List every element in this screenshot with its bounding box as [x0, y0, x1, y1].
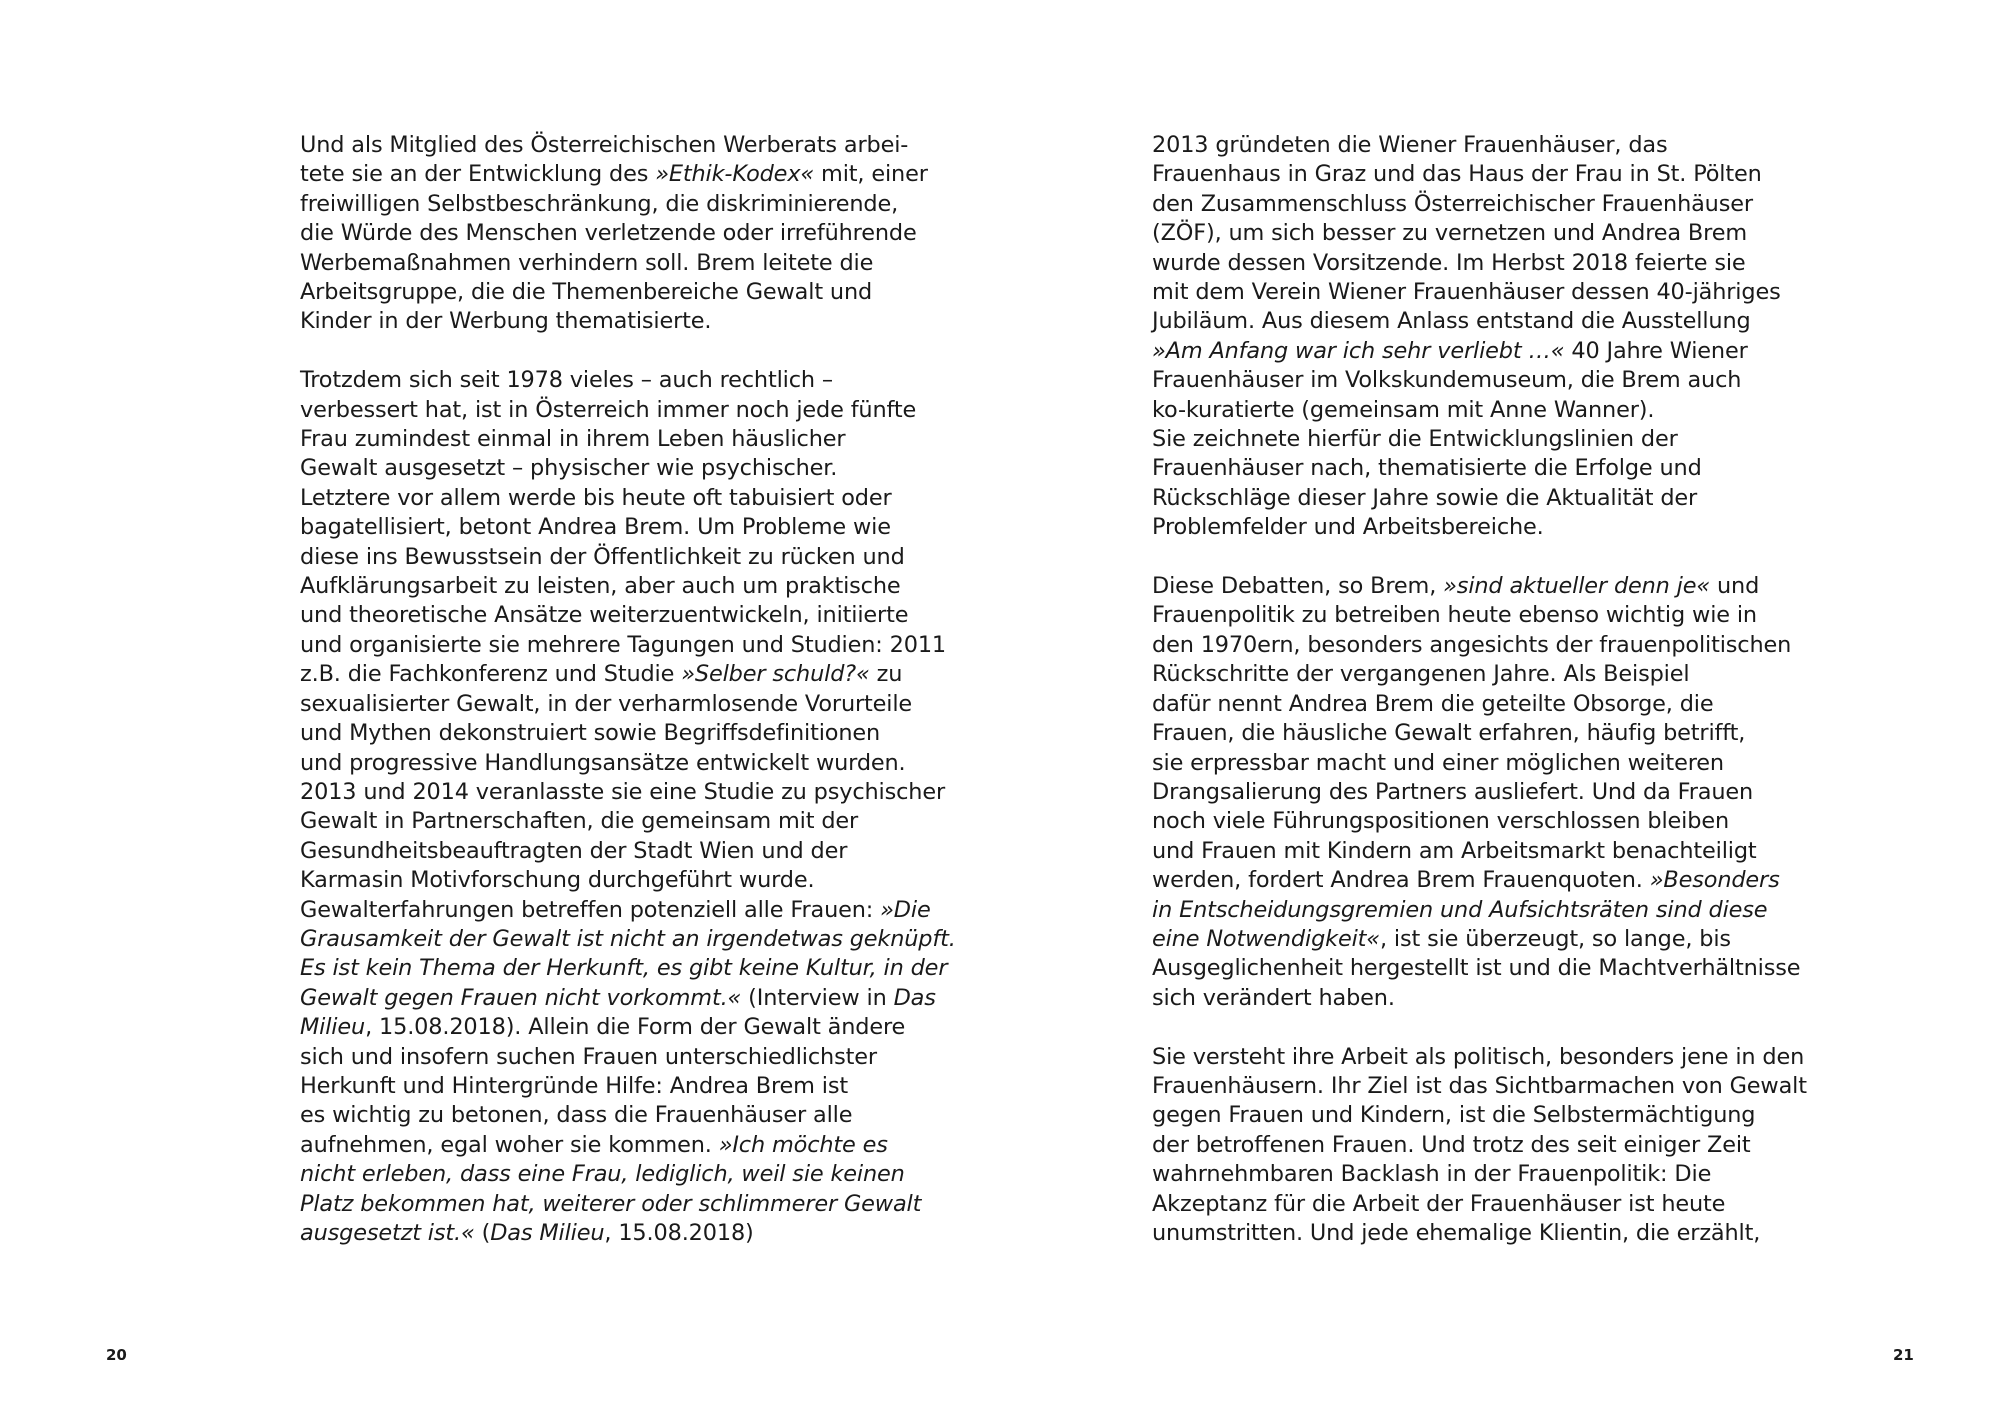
text-line — [1152, 690, 1752, 719]
italic-quote-run: Milieu — [300, 1014, 366, 1041]
text-run: und theoretische Ansätze weiterzuentwickeln, initiierte — [300, 602, 909, 629]
text-run: aufnehmen, egal woher sie kommen. — [300, 1131, 719, 1158]
text-run: Frauenpolitik zu betreiben heute ebenso wichtig wie in — [1152, 602, 1757, 629]
text-line — [1152, 749, 1752, 778]
text-run: Kinder in der Werbung thematisierte. — [300, 308, 712, 335]
text-line — [1152, 631, 1792, 660]
text-line — [300, 719, 900, 748]
text-run: freiwilligen Selbstbeschränkung, die diskriminierende, — [300, 190, 899, 217]
italic-quote-run: in Entscheidungsgremien und Aufsichtsräten sind diese — [1152, 896, 1768, 923]
text-run: Rückschläge dieser Jahre sowie die Aktualität der — [1152, 484, 1698, 511]
text-run: Aufklärungsarbeit zu leisten, aber auch um praktische — [300, 573, 901, 600]
text-run: Herkunft und Hintergründe Hilfe: Andrea Brem ist — [300, 1072, 848, 1099]
text-run: Problemfelder und Arbeitsbereiche. — [1152, 514, 1544, 541]
text-run: unumstritten. Und jede ehemalige Klientin, die erzählt, — [1152, 1220, 1761, 1246]
text-line — [1152, 278, 1781, 307]
text-run: (Interview in — [741, 984, 894, 1011]
text-line — [300, 249, 900, 278]
text-run: Gewalt ausgesetzt – physischer wie psychischer. — [300, 455, 838, 482]
text-run: die Würde des Menschen verletzende oder irreführende — [300, 220, 917, 247]
text-line — [1152, 925, 1752, 954]
text-line — [300, 160, 928, 189]
text-run: Frauenhäuser nach, thematisierte die Erfolge und — [1152, 455, 1702, 482]
text-run: der betroffenen Frauen. Und trotz des seit einiger Zeit — [1152, 1131, 1751, 1158]
text-line — [300, 601, 909, 630]
text-run: 2013 und 2014 veranlasste sie eine Studie zu psychischer — [300, 778, 946, 805]
text-run: und Frauen mit Kindern am Arbeitsmarkt benachteiligt — [1152, 837, 1757, 864]
italic-quote-run: »Besonders — [1649, 867, 1780, 894]
text-run: z.B. die Fachkonferenz und Studie — [300, 661, 682, 688]
text-run: wurde dessen Vorsitzende. Im Herbst 2018 feierte sie — [1152, 249, 1746, 276]
text-line — [300, 366, 900, 395]
text-line — [1152, 484, 1752, 513]
text-run: Und als Mitglied des Österreichischen Werberats arbei- — [300, 132, 909, 158]
text-line — [300, 219, 917, 248]
text-line — [300, 484, 900, 513]
italic-quote-run: »Die — [880, 896, 931, 923]
text-line — [1152, 572, 1760, 601]
text-line — [1152, 1131, 1752, 1160]
text-run: es wichtig zu betonen, dass die Frauenhäuser alle — [300, 1102, 853, 1129]
italic-quote-run: ausgesetzt ist.« — [300, 1220, 475, 1247]
text-run: den Zusammenschluss Österreichischer Frauenhäuser — [1152, 190, 1753, 217]
text-line — [300, 278, 900, 307]
text-run: Frauen, die häusliche Gewalt erfahren, häufig betrifft, — [1152, 720, 1746, 747]
text-line — [300, 396, 917, 425]
text-line — [1152, 1160, 1752, 1189]
text-line — [1152, 1219, 1761, 1248]
text-line — [300, 1101, 900, 1130]
text-run: noch viele Führungspositionen verschlossen bleiben — [1152, 808, 1729, 835]
text-line — [300, 1043, 900, 1072]
text-run: zu — [869, 661, 903, 688]
text-line — [300, 631, 947, 660]
right-page-text-column — [1152, 131, 1807, 1248]
text-line — [300, 572, 900, 601]
text-line — [1152, 190, 1752, 219]
italic-quote-run: Gewalt gegen Frauen nicht vorkommt.« — [300, 984, 742, 1011]
italic-quote-run: »sind aktueller denn je« — [1443, 573, 1711, 600]
text-line — [1152, 1043, 1805, 1072]
text-line — [300, 837, 900, 866]
text-run: wahrnehmbaren Backlash in der Frauenpolitik: Die — [1152, 1161, 1712, 1188]
italic-quote-run: Das Milieu — [490, 1220, 605, 1247]
text-line — [300, 690, 913, 719]
text-run: mit, einer — [814, 161, 928, 188]
paragraph-gap — [300, 337, 900, 366]
text-run: Gewalt in Partnerschaften, die gemeinsam mit der — [300, 808, 859, 835]
text-run: sich und insofern suchen Frauen unterschiedlichster — [300, 1043, 877, 1070]
text-line — [300, 954, 948, 983]
text-run: Trotzdem sich seit 1978 vieles – auch rechtlich – — [300, 367, 833, 394]
text-run: Drangsalierung des Partners ausliefert. Und da Frauen — [1152, 778, 1754, 805]
text-line — [300, 925, 956, 954]
text-line — [1152, 660, 1752, 689]
text-run: , 15.08.2018) — [604, 1220, 754, 1247]
text-run: diese ins Bewusstsein der Öffentlichkeit zu rücken und — [300, 543, 905, 570]
text-line — [1152, 337, 1752, 366]
text-run: verbessert hat, ist in Österreich immer noch jede fünfte — [300, 396, 917, 423]
text-line — [1152, 396, 1752, 425]
italic-quote-run: Das — [893, 984, 936, 1011]
text-line — [300, 425, 900, 454]
text-line — [300, 866, 900, 895]
text-line — [1152, 366, 1752, 395]
italic-quote-run: »Am Anfang war ich sehr verliebt …« — [1152, 337, 1565, 364]
text-line — [300, 1160, 905, 1189]
text-run: Sie zeichnete hierfür die Entwicklungslinien der — [1152, 426, 1678, 453]
text-line — [300, 131, 909, 160]
text-run: Gesundheitsbeauftragten der Stadt Wien und der — [300, 837, 848, 864]
text-line — [300, 749, 906, 778]
text-run: Gewalterfahrungen betreffen potenziell alle Frauen: — [300, 896, 881, 923]
text-run: Frauenhaus in Graz und das Haus der Frau in St. Pölten — [1152, 161, 1762, 188]
italic-quote-run: »Ich möchte es — [718, 1131, 888, 1158]
text-run: Akzeptanz für die Arbeit der Frauenhäuser ist heute — [1152, 1190, 1726, 1217]
text-line — [300, 778, 946, 807]
text-run: 2013 gründeten die Wiener Frauenhäuser, das — [1152, 132, 1668, 158]
italic-quote-run: Grausamkeit der Gewalt ist nicht an irgendetwas geknüpft. — [300, 925, 956, 952]
text-run: Frau zumindest einmal in ihrem Leben häuslicher — [300, 426, 846, 453]
text-run: Karmasin Motivforschung durchgeführt wurde. — [300, 867, 815, 894]
text-line — [300, 1190, 922, 1219]
text-run: Frauenhäusern. Ihr Ziel ist das Sichtbarmachen von Gewalt — [1152, 1072, 1807, 1099]
text-run: gegen Frauen und Kindern, ist die Selbstermächtigung — [1152, 1102, 1756, 1129]
text-line — [1152, 219, 1752, 248]
text-line — [1152, 160, 1762, 189]
text-run: und — [1710, 573, 1760, 600]
right-page-number: 21 — [1893, 1346, 1914, 1364]
paragraph-gap — [1152, 1013, 1752, 1042]
text-line — [1152, 1101, 1756, 1130]
text-run: Werbemaßnahmen verhindern soll. Brem leitete die — [300, 249, 874, 276]
text-line — [300, 454, 900, 483]
text-run: 40 Jahre Wiener — [1564, 337, 1748, 364]
italic-quote-run: »Selber schuld?« — [681, 661, 870, 688]
text-line — [300, 896, 931, 925]
text-line — [300, 1013, 906, 1042]
paragraph-gap — [1152, 543, 1752, 572]
text-line — [1152, 719, 1752, 748]
text-run: sie erpressbar macht und einer möglichen weiteren — [1152, 749, 1724, 776]
text-run: , 15.08.2018). Allein die Form der Gewalt ändere — [365, 1014, 906, 1041]
text-line — [1152, 896, 1768, 925]
text-run: Letztere vor allem werde bis heute oft tabuisiert oder — [300, 484, 892, 511]
text-run: werden, fordert Andrea Brem Frauenquoten. — [1152, 867, 1650, 894]
text-line — [300, 307, 900, 336]
text-line — [300, 1219, 900, 1248]
text-run: Arbeitsgruppe, die die Themenbereiche Gewalt und — [300, 279, 873, 306]
text-run: Sie versteht ihre Arbeit als politisch, besonders jene in den — [1152, 1043, 1805, 1070]
text-run: (ZÖF), um sich besser zu vernetzen und Andrea Brem — [1152, 220, 1747, 247]
text-line — [1152, 131, 1752, 160]
text-line — [1152, 778, 1752, 807]
text-run: Frauenhäuser im Volkskundemuseum, die Brem auch — [1152, 367, 1742, 394]
italic-quote-run: eine Notwendigkeit« — [1152, 925, 1380, 952]
left-page-number: 20 — [106, 1346, 127, 1364]
text-line — [1152, 954, 1801, 983]
text-run: sich verändert haben. — [1152, 984, 1395, 1011]
text-run: sexualisierter Gewalt, in der verharmlosende Vorurteile — [300, 690, 913, 717]
text-run: dafür nennt Andrea Brem die geteilte Obsorge, die — [1152, 690, 1714, 717]
text-run: Ausgeglichenheit hergestellt ist und die Machtverhältnisse — [1152, 955, 1801, 982]
text-line — [300, 807, 900, 836]
text-run: tete sie an der Entwicklung des — [300, 161, 656, 188]
text-run: Rückschritte der vergangenen Jahre. Als Beispiel — [1152, 661, 1690, 688]
text-line — [1152, 601, 1757, 630]
text-line — [300, 543, 905, 572]
text-run: den 1970ern, besonders angesichts der frauenpolitischen — [1152, 631, 1792, 658]
text-line — [1152, 807, 1752, 836]
italic-quote-run: Es ist kein Thema der Herkunft, es gibt keine Kultur, in der — [300, 955, 948, 982]
text-run: und Mythen dekonstruiert sowie Begriffsdefinitionen — [300, 720, 881, 747]
text-line — [1152, 984, 1752, 1013]
text-line — [300, 190, 900, 219]
text-line — [1152, 307, 1752, 336]
text-run: Diese Debatten, so Brem, — [1152, 573, 1444, 600]
italic-quote-run: »Ethik-Kodex« — [655, 161, 815, 188]
text-run: ko-kuratierte (gemeinsam mit Anne Wanner). — [1152, 396, 1655, 423]
italic-quote-run: nicht erleben, dass eine Frau, lediglich, weil sie keinen — [300, 1161, 905, 1188]
text-run: mit dem Verein Wiener Frauenhäuser dessen 40-jähriges — [1152, 279, 1781, 306]
text-run: , ist sie überzeugt, so lange, bis — [1379, 925, 1731, 952]
text-line — [300, 1072, 900, 1101]
text-line — [1152, 866, 1780, 895]
text-line — [1152, 837, 1757, 866]
text-run: ( — [474, 1220, 491, 1247]
text-run: und organisierte sie mehrere Tagungen und Studien: 2011 — [300, 631, 947, 658]
text-line — [1152, 1190, 1752, 1219]
text-line — [1152, 454, 1752, 483]
text-line — [1152, 1072, 1807, 1101]
text-line — [1152, 249, 1752, 278]
text-line — [1152, 425, 1752, 454]
text-line — [1152, 513, 1752, 542]
left-page-text-column — [300, 131, 956, 1248]
right-page — [1000, 0, 2000, 1412]
text-line — [300, 984, 936, 1013]
text-line — [300, 513, 900, 542]
text-run: und progressive Handlungsansätze entwickelt wurden. — [300, 749, 906, 776]
text-run: Jubiläum. Aus diesem Anlass entstand die Ausstellung — [1152, 308, 1751, 335]
italic-quote-run: Platz bekommen hat, weiterer oder schlimmerer Gewalt — [300, 1190, 922, 1217]
text-line — [300, 660, 903, 689]
text-run: bagatellisiert, betont Andrea Brem. Um Probleme wie — [300, 514, 891, 541]
text-line — [300, 1131, 900, 1160]
